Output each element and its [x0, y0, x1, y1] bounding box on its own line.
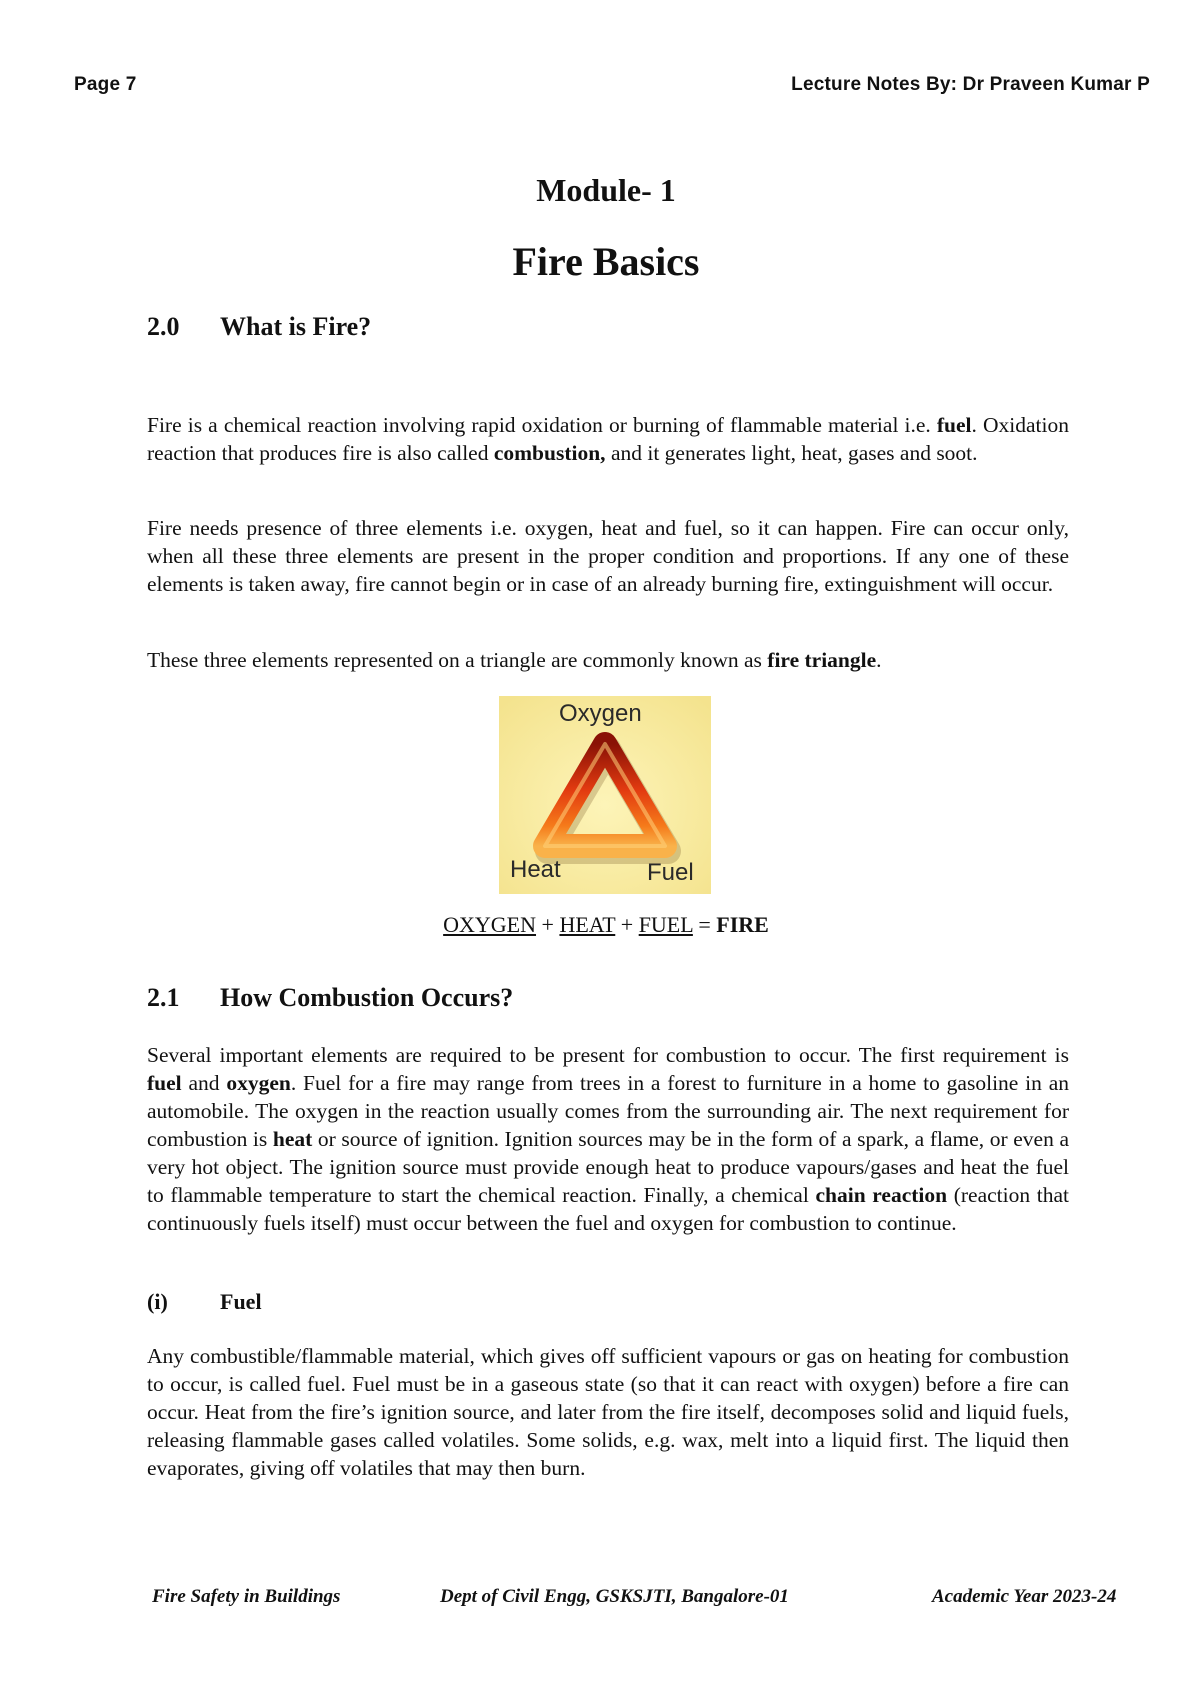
bold-term-fuel: fuel: [936, 413, 972, 437]
text-span: and it generates light, heat, gases and soot.: [605, 441, 978, 465]
section-title: What is Fire?: [220, 312, 372, 341]
text-span: Fire is a chemical reaction involving rapid oxidation or burning of flammable material i.e.: [147, 413, 937, 437]
section-heading-2-0: [147, 312, 371, 342]
text-span: . Fuel for a fire may range from trees in a forest to furniture in a home to gasoline in an automobile. The oxygen in the reaction usually comes from the surrounding air. The next requirement for combustion is: [147, 1071, 1069, 1151]
page-title: Fire Basics: [512, 239, 700, 284]
author-header: Lecture Notes By: Dr Praveen Kumar P: [791, 74, 1150, 95]
equation-plus: +: [615, 912, 639, 937]
oxygen-label: Oxygen: [559, 700, 642, 727]
equation-oxygen: OXYGEN: [443, 912, 537, 937]
bold-term-heat: heat: [272, 1127, 313, 1151]
equation-heat: HEAT: [559, 912, 616, 937]
paragraph-three-elements: Fire needs presence of three elements i.e. oxygen, heat and fuel, so it can happen. Fire can occur only, when all these three elements are present in the proper condition and proportions. If any one of these elements is taken away, fire cannot begin or in case of an already burning fire, extinguishment will occur.: [147, 516, 1069, 596]
paragraph-fire-definition: [147, 411, 1069, 467]
equation-fire: FIRE: [716, 912, 769, 937]
text-span: These three elements represented on a triangle are commonly known as: [147, 648, 768, 672]
text-span: Several important elements are required to be present for combustion to occur. The first requirement is: [147, 1043, 1069, 1067]
equation-fuel: FUEL: [638, 912, 693, 937]
section-title: How Combustion Occurs?: [220, 983, 514, 1012]
fuel-label: Fuel: [647, 859, 694, 886]
equation-equals: =: [692, 912, 717, 937]
heat-label: Heat: [510, 856, 561, 883]
subsection-number: (i): [147, 1289, 168, 1314]
text-span: (reaction that continuously fuels itself) must occur between the fuel and oxygen for combustion to continue.: [147, 1183, 1069, 1235]
section-number: 2.1: [147, 983, 180, 1012]
paragraph-fire-triangle: [147, 646, 1069, 674]
paragraph-fuel: Any combustible/flammable material, which gives off sufficient vapours or gas on heating for combustion to occur, is called fuel. Fuel must be in a gaseous state (so that it can react with oxygen) before a fire can occur. Heat from the fire’s ignition source, and later from the fire itself, decomposes solid and liquid fuels, releasing flammable gases called volatiles. Some solids, e.g. wax, melt into a liquid first. The liquid then evaporates, giving off volatiles that may then burn.: [147, 1344, 1069, 1480]
bold-term-fuel: fuel: [147, 1071, 182, 1095]
module-title: Module- 1: [536, 172, 676, 208]
text-span: and: [181, 1071, 227, 1095]
subsection-heading-fuel: [147, 1289, 262, 1315]
bold-term-combustion: combustion,: [493, 441, 606, 465]
footer-course: Fire Safety in Buildings: [152, 1586, 341, 1607]
equation-plus: +: [536, 912, 560, 937]
fire-equation: [0, 912, 1200, 938]
paragraph-combustion: [147, 1041, 1069, 1237]
text-span: .: [876, 648, 882, 672]
bold-term-chain-reaction: chain reaction: [815, 1183, 948, 1207]
subsection-title: Fuel: [220, 1289, 262, 1314]
page-number: Page 7: [74, 74, 137, 95]
text-span: or source of ignition. Ignition sources may be in the form of a spark, a flame, or even a very hot object. The ignition source must provide enough heat to produce vapours/gases and heat the fuel to flammable temperature to start the chemical reaction. Finally, a chemical: [147, 1127, 1069, 1207]
footer-year: Academic Year 2023-24: [932, 1586, 1117, 1607]
bold-term-fire-triangle: fire triangle: [767, 648, 877, 672]
section-number: 2.0: [147, 312, 180, 341]
fire-triangle-figure: [499, 696, 711, 894]
footer-dept: Dept of Civil Engg, GSKSJTI, Bangalore-01: [440, 1586, 789, 1607]
bold-term-oxygen: oxygen: [226, 1071, 291, 1095]
section-heading-2-1: [147, 983, 513, 1013]
text-span: . Oxidation reaction that produces fire is also called: [147, 413, 1069, 465]
